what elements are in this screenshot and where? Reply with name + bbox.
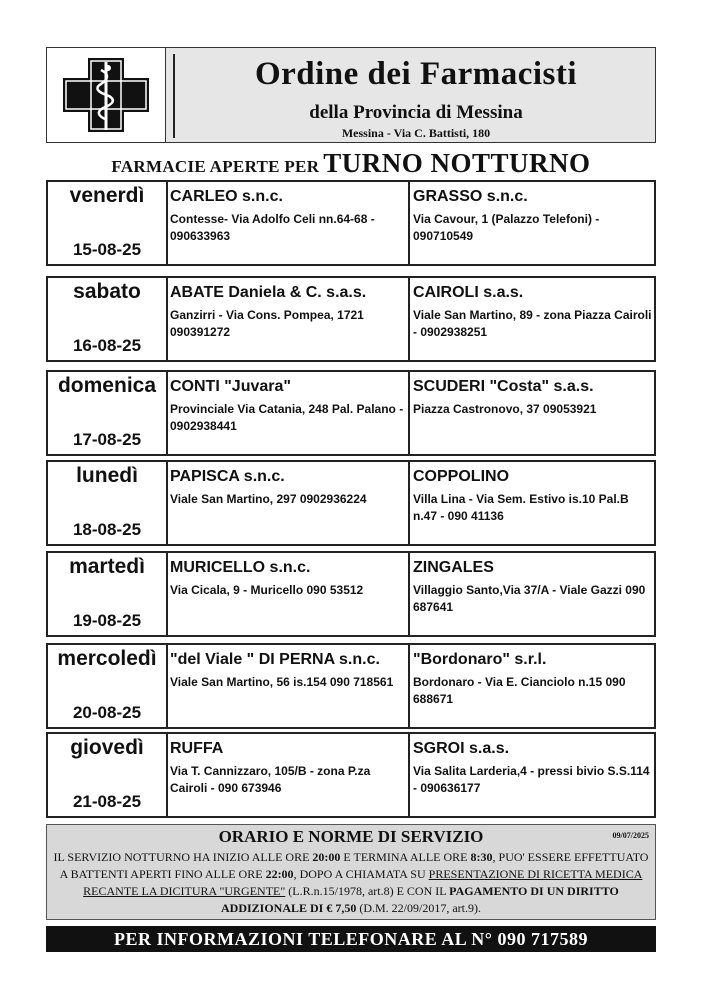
pharmacy-cross-icon (61, 56, 151, 134)
pharmacy-name: ABATE Daniela & C. s.a.s. (170, 284, 367, 301)
pharmacy-cell (413, 645, 653, 727)
pharmacy-cell (413, 182, 653, 264)
org-address: Messina - Via C. Battisti, 180 (341, 126, 491, 140)
org-title: Ordine dei Farmacisti (254, 56, 578, 92)
pharmacy-name: GRASSO s.n.c. (413, 188, 528, 205)
pharmacy-cell (413, 462, 653, 544)
pharmacy-address: Contesse- Via Adolfo Celi nn.64-68 - 090633963 (170, 212, 375, 243)
logo (47, 48, 166, 142)
pharmacy-cell (413, 278, 653, 360)
pharmacy-cell (413, 553, 653, 635)
pharmacy-name: CONTI "Juvara" (170, 378, 291, 395)
pharmacy-address: Villa Lina - Via Sem. Estivo is.10 Pal.B n.47 - 090 41136 (413, 492, 629, 523)
pharmacy-address: Via Cavour, 1 (Palazzo Telefoni) - 090710549 (413, 212, 600, 243)
service-norms (46, 824, 656, 920)
header (46, 47, 656, 143)
day-name: giovedì (70, 736, 144, 759)
pharmacy-address: Villaggio Santo,Via 37/A - Viale Gazzi 090 687641 (413, 583, 646, 614)
pharmacy-name: "Bordonaro" s.r.l. (413, 651, 547, 668)
day-block-lunedi (46, 460, 656, 546)
day-block-mercoledi (46, 643, 656, 729)
pharmacy-name: MURICELLO s.n.c. (170, 559, 311, 576)
pharmacy-address: Bordonaro - Via E. Cianciolo n.15 090 688671 (413, 675, 626, 706)
pharmacy-address: Viale San Martino, 297 0902936224 (170, 492, 367, 506)
day-date: 15-08-25 (72, 240, 142, 259)
pharmacy-cell (170, 462, 408, 544)
pharmacy-cell (170, 553, 408, 635)
pharmacy-cell (170, 182, 408, 264)
pharmacy-address: Piazza Castronovo, 37 09053921 (413, 402, 597, 416)
heading-prefix: FARMACIE APERTE PER (111, 157, 320, 176)
norms-text: IL SERVIZIO NOTTURNO HA INIZIO ALLE ORE 20:00 E TERMINA ALLE ORE 8:30, PUO' ESSERE EFFETTUATO A BATTENTI APERTI FINO ALLE ORE 22:00, DOPO A CHIAMATA SU PRESENTAZIONE DI RICETTA MEDICA RECANTE LA DICITURA "URGENTE" (L.R.n.15/1978, art.8) E CON IL PAGAMENTO DI UN DIRITTO ADDIZIONALE DI € 7,50 (D.M. 22/09/2017, art.9). (53, 850, 649, 915)
day-date: 21-08-25 (72, 792, 142, 811)
day-name: domenica (57, 374, 157, 397)
pharmacy-name: CARLEO s.n.c. (170, 188, 283, 205)
page-heading (46, 148, 656, 179)
pharmacy-cell (413, 734, 653, 816)
day-name: mercoledì (57, 647, 157, 670)
pharmacy-address: Viale San Martino, 56 is.154 090 718561 (170, 675, 394, 689)
pharmacy-name: "del Viale " DI PERNA s.n.c. (170, 651, 380, 668)
day-date: 17-08-25 (72, 430, 142, 449)
day-name: lunedì (76, 464, 138, 487)
day-block-domenica (46, 370, 656, 456)
day-block-venerdi (46, 180, 656, 266)
pharmacy-address: Provinciale Via Catania, 248 Pal. Palano - 0902938441 (170, 402, 404, 433)
pharmacy-name: RUFFA (170, 740, 224, 757)
day-name: sabato (73, 280, 141, 303)
heading-main: TURNO NOTTURNO (323, 148, 591, 178)
pharmacy-name: SCUDERI "Costa" s.a.s. (413, 378, 594, 395)
pharmacy-cell (170, 278, 408, 360)
day-date: 16-08-25 (72, 336, 142, 355)
pharmacy-name: SGROI s.a.s. (413, 740, 510, 757)
pharmacy-address: Viale San Martino, 89 - zona Piazza Cairoli - 0902938251 (413, 308, 652, 339)
pharmacy-name: ZINGALES (413, 559, 494, 576)
pharmacy-cell (170, 645, 408, 727)
day-date: 19-08-25 (72, 611, 142, 630)
day-date: 20-08-25 (72, 703, 142, 722)
pharmacy-name: CAIROLI s.a.s. (413, 284, 524, 301)
day-block-giovedi (46, 732, 656, 818)
pharmacy-address: Via Salita Larderia,4 - pressi bivio S.S.114 - 090636177 (413, 764, 650, 795)
day-name: venerdì (69, 184, 145, 207)
org-subtitle: della Provincia di Messina (309, 102, 523, 123)
pharmacy-address: Via Cicala, 9 - Muricello 090 53512 (170, 583, 364, 597)
pharmacy-address: Ganzirri - Via Cons. Pompea, 1721 090391272 (170, 308, 364, 339)
day-date: 18-08-25 (72, 520, 142, 539)
info-phone-banner: PER INFORMAZIONI TELEFONARE AL N° 090 717589 (46, 926, 656, 952)
pharmacy-address: Via T. Cannizzaro, 105/B - zona P.za Cairoli - 090 673946 (170, 764, 371, 795)
norms-title: ORARIO E NORME DI SERVIZIO (218, 827, 484, 846)
header-divider (173, 54, 175, 138)
day-block-sabato (46, 276, 656, 362)
pharmacy-name: COPPOLINO (413, 468, 510, 485)
pharmacy-name: PAPISCA s.n.c. (170, 468, 285, 485)
day-block-martedi (46, 551, 656, 637)
pharmacy-cell (170, 734, 408, 816)
pharmacy-cell (170, 372, 408, 454)
pharmacy-cell (413, 372, 653, 454)
day-name: martedì (69, 555, 145, 578)
norms-date: 09/07/2025 (612, 831, 649, 840)
